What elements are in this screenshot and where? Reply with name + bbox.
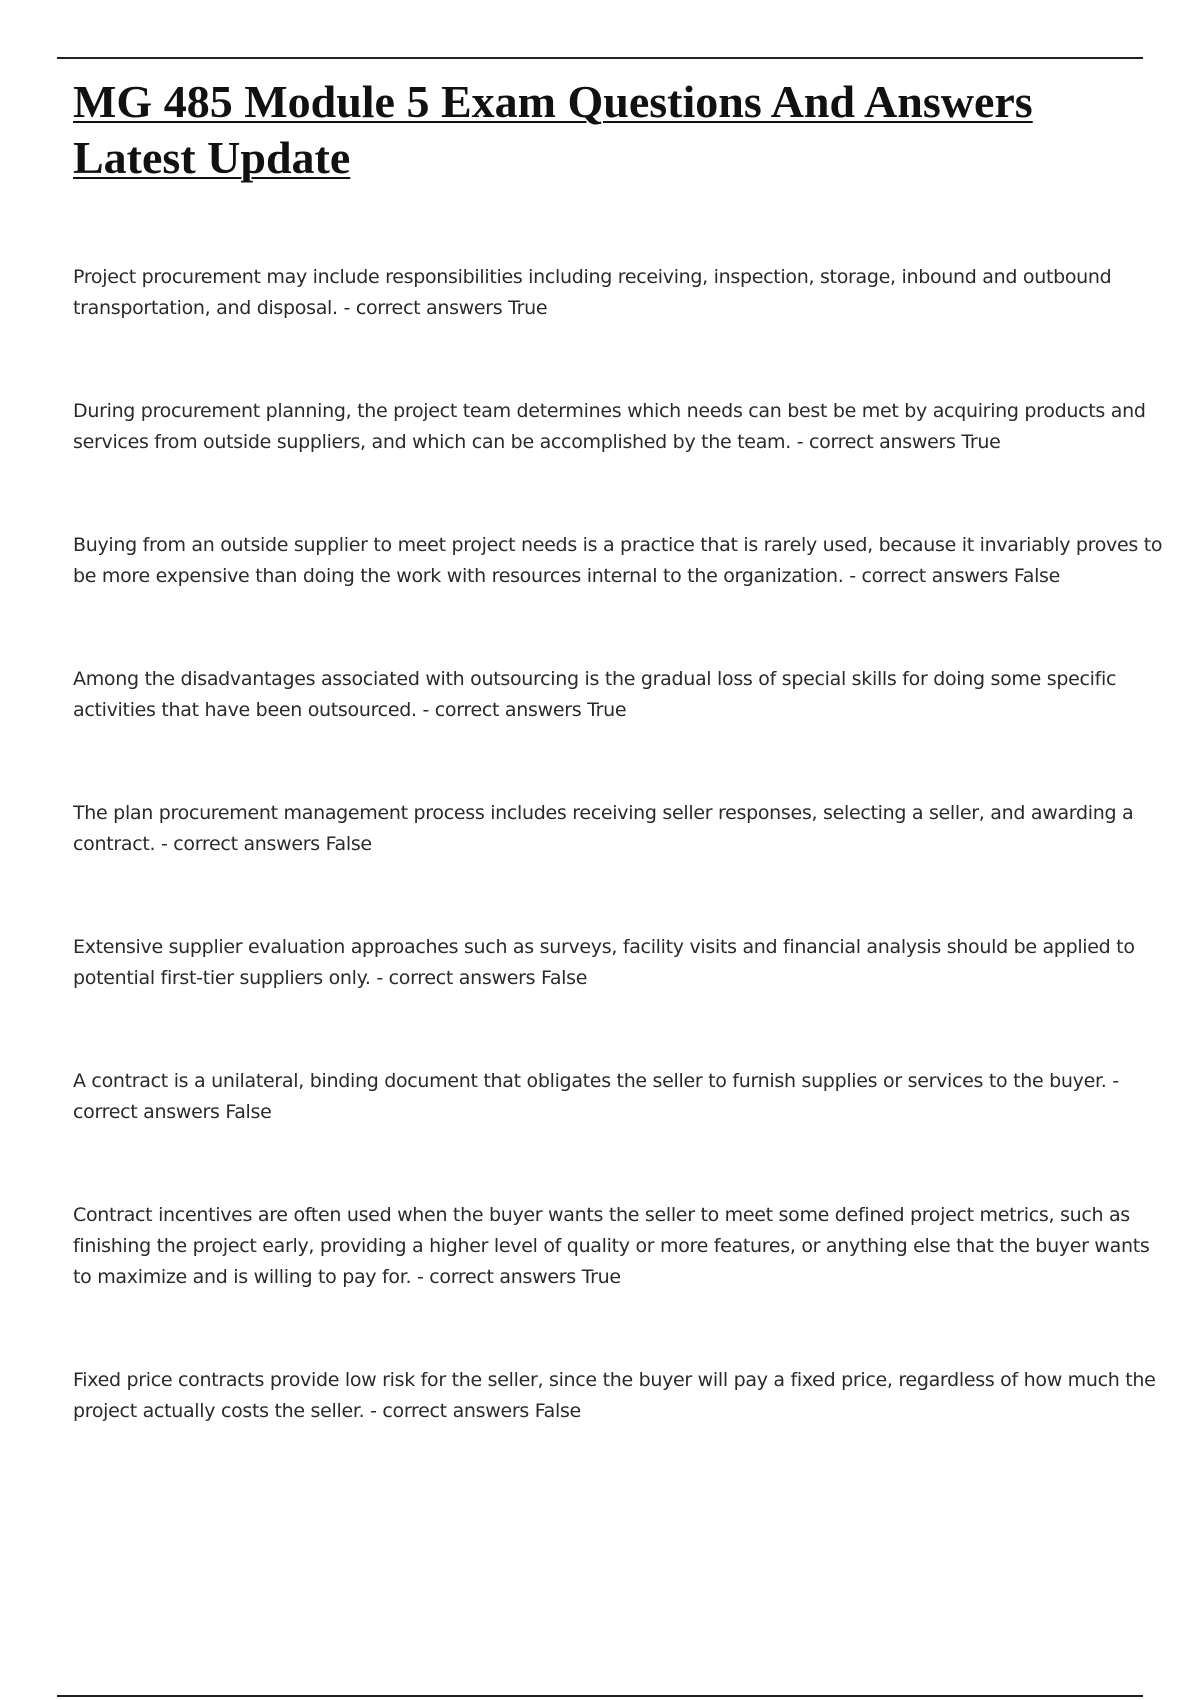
qa-item-1: Project procurement may include responsibilities including receiving, inspection, storage, inbound and outbound transportation, and disposal. - correct answers True — [73, 266, 1112, 319]
document-title: MG 485 Module 5 Exam Questions And Answers Latest Update — [73, 76, 1033, 183]
qa-item-8: Contract incentives are often used when the buyer wants the seller to meet some defined project metrics, such as finishing the project early, providing a higher level of quality or more features, or anything else that the buyer wants to maximize and is willing to pay for. - correct answers True — [73, 1204, 1150, 1288]
qa-item-6: Extensive supplier evaluation approaches such as surveys, facility visits and financial analysis should be applied to potential first-tier suppliers only. - correct answers False — [73, 936, 1135, 989]
footer-rule — [57, 1695, 1143, 1697]
header-rule — [57, 57, 1143, 59]
qa-item-3: Buying from an outside supplier to meet project needs is a practice that is rarely used, because it invariably proves to be more expensive than doing the work with resources internal to the organization. - correct answers False — [73, 534, 1163, 587]
qa-item-9: Fixed price contracts provide low risk for the seller, since the buyer will pay a fixed price, regardless of how much the project actually costs the seller. - correct answers False — [73, 1369, 1156, 1422]
qa-item-7: A contract is a unilateral, binding document that obligates the seller to furnish supplies or services to the buyer. - correct answers False — [73, 1070, 1119, 1123]
qa-item-2: During procurement planning, the project team determines which needs can best be met by acquiring products and services from outside suppliers, and which can be accomplished by the team. - correct answers True — [73, 400, 1146, 453]
question-answer-list — [73, 262, 1163, 1499]
qa-item-4: Among the disadvantages associated with outsourcing is the gradual loss of special skills for doing some specific activities that have been outsourced. - correct answers True — [73, 668, 1117, 721]
qa-item-5: The plan procurement management process includes receiving seller responses, selecting a seller, and awarding a contract. - correct answers False — [73, 802, 1134, 855]
